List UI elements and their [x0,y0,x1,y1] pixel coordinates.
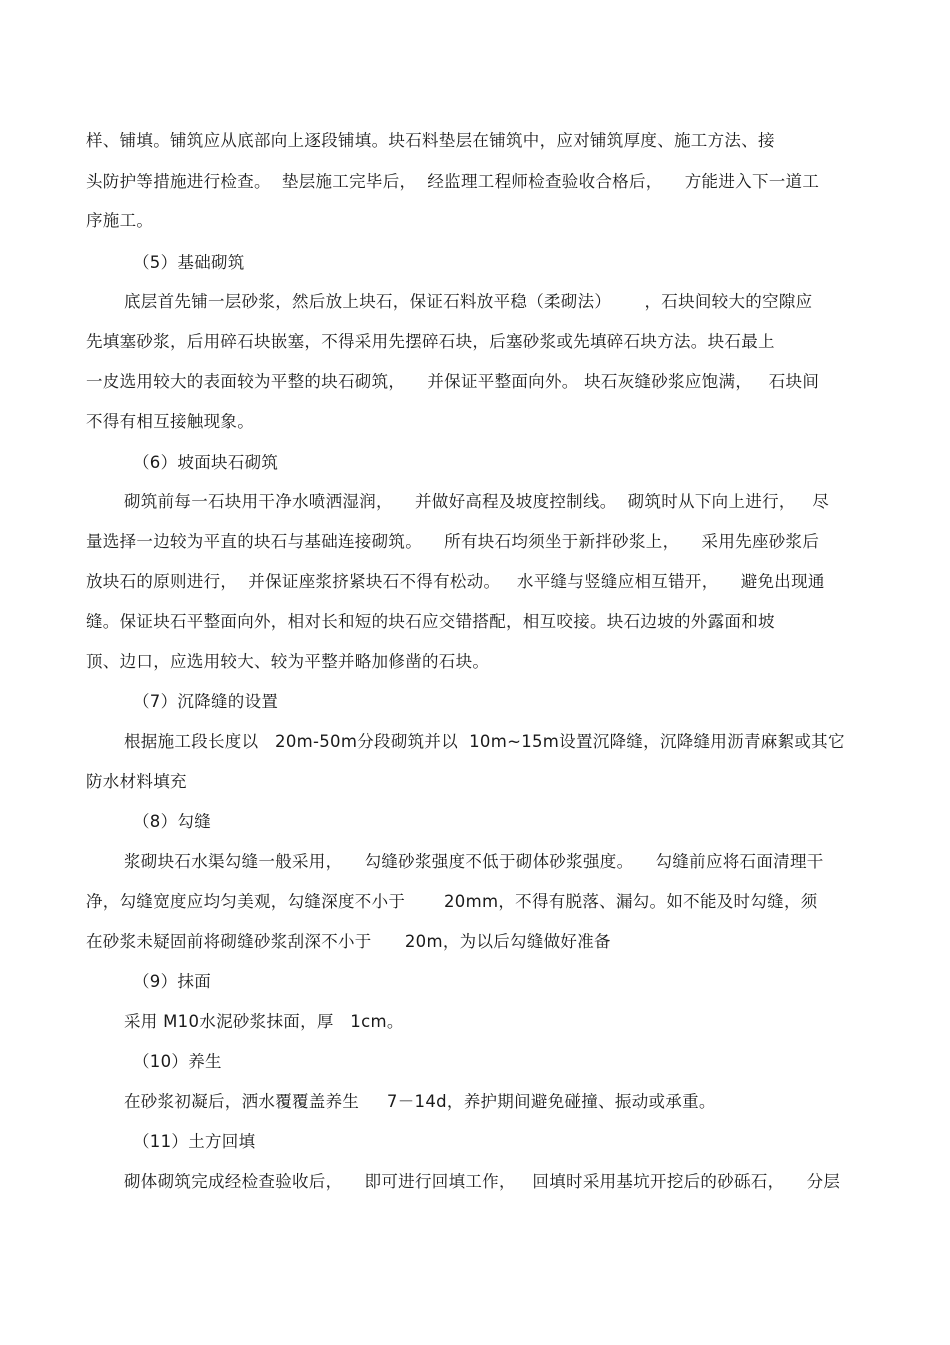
section-heading: （11）土方回填 [133,1132,256,1151]
paragraph-line: 放块石的原则进行， 并保证座浆挤紧块石不得有松动。 水平缝与竖缝应相互错开， 避免出现通 [86,572,825,591]
paragraph-line: 缝。保证块石平整面向外，相对长和短的块石应交错搭配，相互咬接。块石边坡的外露面和坡 [86,612,775,631]
paragraph-line: 防水材料填充 [86,772,187,791]
section-heading: （5）基础砌筑 [133,253,245,272]
paragraph-line: 在砂浆初凝后，洒水覆覆盖养生 7－14d，养护期间避免碰撞、振动或承重。 [124,1092,716,1111]
paragraph-line: 顶、边口，应选用较大、较为平整并略加修凿的石块。 [86,652,490,671]
paragraph-line: 根据施工段长度以 20m-50m分段砌筑并以 10m~15m设置沉降缝，沉降缝用沥青麻絮或其它 [124,732,845,751]
paragraph-line: 砌筑前每一石块用干净水喷洒湿润， 并做好高程及坡度控制线。 砌筑时从下向上进行， 尽 [124,492,830,511]
section-heading: （9）抹面 [133,972,211,991]
paragraph-line: 不得有相互接触现象。 [86,412,254,431]
paragraph-line: 一皮选用较大的表面较为平整的块石砌筑， 并保证平整面向外。 块石灰缝砂浆应饱满， 石块间 [86,372,820,391]
paragraph-line: 量选择一边较为平直的块石与基础连接砌筑。 所有块石均须坐于新拌砂浆上， 采用先座砂浆后 [86,532,820,551]
paragraph-line: 先填塞砂浆，后用碎石块嵌塞，不得采用先摆碎石块，后塞砂浆或先填碎石块方法。块石最上 [86,332,775,351]
section-heading: （6）坡面块石砌筑 [133,453,279,472]
paragraph-line: 采用 M10水泥砂浆抹面，厚 1cm。 [124,1012,404,1031]
section-heading: （7）沉降缝的设置 [133,692,279,711]
section-heading: （8）勾缝 [133,812,211,831]
paragraph-line: 头防护等措施进行检查。 垫层施工完毕后， 经监理工程师检查验收合格后， 方能进入下一道工 [86,172,820,191]
paragraph-line: 序施工。 [86,211,154,230]
paragraph-line: 在砂浆未疑固前将砌缝砂浆刮深不小于 20m，为以后勾缝做好准备 [86,932,611,951]
paragraph-line: 底层首先铺一层砂浆，然后放上块石，保证石料放平稳（柔砌法） ，石块间较大的空隙应 [124,292,813,311]
paragraph-line: 样、铺填。铺筑应从底部向上逐段铺填。块石料垫层在铺筑中，应对铺筑厚度、施工方法、接 [86,131,775,150]
paragraph-line: 净，勾缝宽度应均匀美观，勾缝深度不小于 20mm，不得有脱落、漏勾。如不能及时勾缝，须 [86,892,818,911]
paragraph-line: 浆砌块石水渠勾缝一般采用， 勾缝砂浆强度不低于砌体砂浆强度。 勾缝前应将石面清理干 [124,852,824,871]
section-heading: （10）养生 [133,1052,222,1071]
paragraph-line: 砌体砌筑完成经检查验收后， 即可进行回填工作， 回填时采用基坑开挖后的砂砾石， 分层 [124,1172,841,1191]
